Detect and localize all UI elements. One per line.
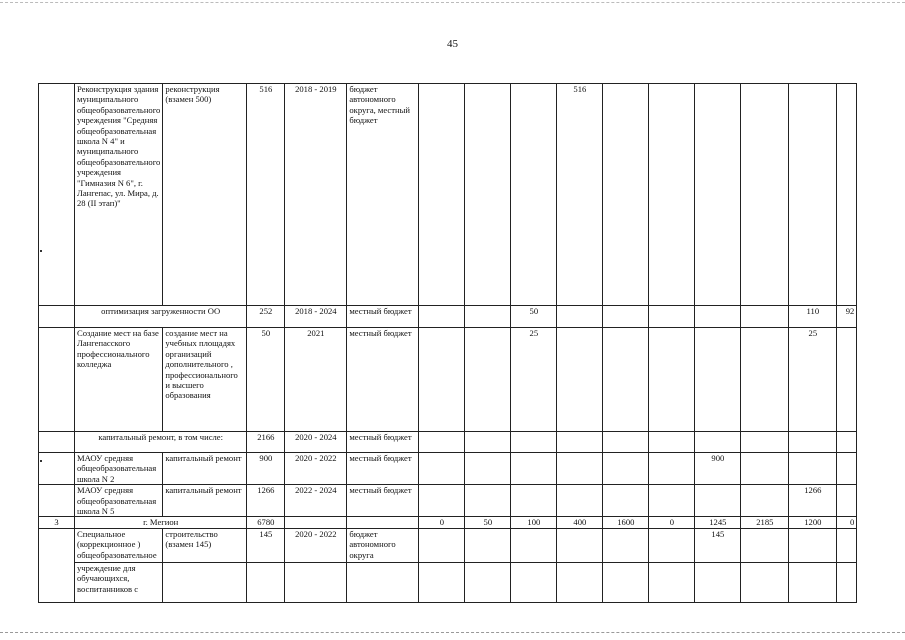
value-cell — [511, 432, 557, 453]
value-cell — [695, 562, 741, 602]
value-cell — [557, 432, 603, 453]
value-cell — [649, 84, 695, 306]
value-cell — [557, 306, 603, 328]
funding-source-cell: местный бюджет — [347, 432, 419, 453]
value-cell — [695, 485, 741, 517]
funding-source-cell: бюджет автономного округа — [347, 528, 419, 562]
value-cell — [557, 453, 603, 485]
object-name-cell: Создание мест на базе Лангепасского профессионального колледжа — [75, 328, 163, 432]
capacity-cell: 1266 — [247, 485, 285, 517]
row-number-cell — [39, 84, 75, 306]
value-cell — [511, 485, 557, 517]
period-cell — [285, 517, 347, 528]
value-cell — [511, 84, 557, 306]
value-cell — [741, 432, 789, 453]
value-cell — [511, 562, 557, 602]
value-cell — [649, 485, 695, 517]
value-cell — [557, 328, 603, 432]
table-row — [39, 528, 857, 562]
value-cell: 0 — [837, 517, 857, 528]
funding-source-cell — [347, 517, 419, 528]
work-type-cell: реконструкция (взамен 500) — [163, 84, 247, 306]
table-row — [39, 306, 857, 328]
value-cell — [789, 528, 837, 562]
value-cell: 50 — [511, 306, 557, 328]
capacity-cell — [247, 562, 285, 602]
object-name-cell: Реконструкция здания муниципального общеобразовательного учреждения "Средняя общеобразовательная школа N 4" и муниципального общеобразовательного учреждения "Гимназия N 6", г. Лангепас, ул. Мира, д. 28 (II этап)" — [75, 84, 163, 306]
period-cell: 2020 - 2024 — [285, 432, 347, 453]
period-cell: 2020 - 2022 — [285, 528, 347, 562]
value-cell — [837, 432, 857, 453]
scan-bottom-edge — [0, 632, 905, 633]
value-cell — [741, 328, 789, 432]
value-cell — [649, 306, 695, 328]
value-cell — [465, 562, 511, 602]
capacity-cell: 6780 — [247, 517, 285, 528]
data-table — [38, 83, 857, 603]
work-type-cell: строительство (взамен 145) — [163, 528, 247, 562]
value-cell — [465, 328, 511, 432]
value-cell — [837, 562, 857, 602]
value-cell: 0 — [649, 517, 695, 528]
value-cell — [695, 306, 741, 328]
value-cell — [603, 453, 649, 485]
value-cell — [741, 562, 789, 602]
value-cell: 1200 — [789, 517, 837, 528]
value-cell — [603, 432, 649, 453]
value-cell — [741, 485, 789, 517]
value-cell: 100 — [511, 517, 557, 528]
value-cell — [837, 453, 857, 485]
funding-source-cell: бюджет автономного округа, местный бюджет — [347, 84, 419, 306]
value-cell — [603, 84, 649, 306]
value-cell — [419, 453, 465, 485]
object-name-cell: учреждение для обучающихся, воспитанников с — [75, 562, 163, 602]
capacity-cell: 252 — [247, 306, 285, 328]
value-cell — [649, 328, 695, 432]
capacity-cell: 145 — [247, 528, 285, 562]
row-number-cell — [39, 453, 75, 485]
value-cell: 400 — [557, 517, 603, 528]
value-cell — [419, 432, 465, 453]
object-name-cell: МАОУ средняя общеобразовательная школа N 2 — [75, 453, 163, 485]
funding-source-cell: местный бюджет — [347, 328, 419, 432]
value-cell: 145 — [695, 528, 741, 562]
value-cell — [511, 528, 557, 562]
object-name-cell: Специальное (коррекционное ) общеобразовательное — [75, 528, 163, 562]
funding-source-cell: местный бюджет — [347, 453, 419, 485]
value-cell: 1266 — [789, 485, 837, 517]
value-cell: 50 — [465, 517, 511, 528]
value-cell: 25 — [511, 328, 557, 432]
value-cell — [419, 528, 465, 562]
value-cell — [465, 306, 511, 328]
value-cell — [603, 528, 649, 562]
value-cell — [695, 432, 741, 453]
row-number-cell — [39, 432, 75, 453]
value-cell: 1600 — [603, 517, 649, 528]
period-cell: 2020 - 2022 — [285, 453, 347, 485]
value-cell — [465, 453, 511, 485]
value-cell: 0 — [419, 517, 465, 528]
value-cell — [837, 328, 857, 432]
value-cell: 110 — [789, 306, 837, 328]
period-cell: 2018 - 2024 — [285, 306, 347, 328]
capacity-cell: 900 — [247, 453, 285, 485]
value-cell — [465, 432, 511, 453]
value-cell: 25 — [789, 328, 837, 432]
value-cell — [741, 306, 789, 328]
value-cell — [557, 562, 603, 602]
table-row — [39, 485, 857, 517]
value-cell — [557, 528, 603, 562]
value-cell — [789, 453, 837, 485]
value-cell — [789, 432, 837, 453]
value-cell — [419, 562, 465, 602]
group-title-cell: капитальный ремонт, в том числе: — [75, 432, 247, 453]
value-cell — [789, 562, 837, 602]
value-cell: 516 — [557, 84, 603, 306]
period-cell: 2022 - 2024 — [285, 485, 347, 517]
value-cell — [603, 562, 649, 602]
value-cell — [603, 306, 649, 328]
value-cell — [695, 328, 741, 432]
value-cell: 92 — [837, 306, 857, 328]
value-cell — [695, 84, 741, 306]
value-cell — [419, 84, 465, 306]
group-title-cell: г. Мегион — [75, 517, 247, 528]
value-cell — [741, 84, 789, 306]
value-cell — [419, 328, 465, 432]
row-number-cell — [39, 562, 75, 602]
funding-source-cell: местный бюджет — [347, 306, 419, 328]
table-row — [39, 517, 857, 528]
value-cell — [649, 562, 695, 602]
period-cell — [285, 562, 347, 602]
value-cell — [465, 485, 511, 517]
value-cell — [649, 453, 695, 485]
row-number-cell — [39, 485, 75, 517]
capacity-cell: 50 — [247, 328, 285, 432]
page-number: 45 — [447, 38, 458, 50]
work-type-cell — [163, 562, 247, 602]
value-cell: 1245 — [695, 517, 741, 528]
table-row — [39, 453, 857, 485]
value-cell — [465, 84, 511, 306]
value-cell — [649, 528, 695, 562]
object-name-cell: МАОУ средняя общеобразовательная школа N 5 — [75, 485, 163, 517]
table-row — [39, 562, 857, 602]
row-number-cell — [39, 528, 75, 562]
capacity-cell: 516 — [247, 84, 285, 306]
value-cell — [837, 485, 857, 517]
table-row — [39, 84, 857, 306]
funding-source-cell: местный бюджет — [347, 485, 419, 517]
work-type-cell: капитальный ремонт — [163, 453, 247, 485]
capacity-cell: 2166 — [247, 432, 285, 453]
value-cell — [419, 485, 465, 517]
row-number-cell: 3 — [39, 517, 75, 528]
table-row — [39, 328, 857, 432]
value-cell — [557, 485, 603, 517]
value-cell — [603, 485, 649, 517]
value-cell — [465, 528, 511, 562]
period-cell: 2021 — [285, 328, 347, 432]
funding-source-cell — [347, 562, 419, 602]
value-cell — [603, 328, 649, 432]
value-cell — [837, 84, 857, 306]
scan-top-edge — [0, 2, 905, 3]
value-cell — [511, 453, 557, 485]
value-cell — [741, 528, 789, 562]
value-cell — [649, 432, 695, 453]
period-cell: 2018 - 2019 — [285, 84, 347, 306]
table-row — [39, 432, 857, 453]
value-cell — [741, 453, 789, 485]
work-type-cell: капитальный ремонт — [163, 485, 247, 517]
row-number-cell — [39, 306, 75, 328]
work-type-cell: создание мест на учебных площадях организаций дополнительного , профессионального и высшего образования — [163, 328, 247, 432]
value-cell: 2185 — [741, 517, 789, 528]
group-title-cell: оптимизация загруженности ОО — [75, 306, 247, 328]
value-cell: 900 — [695, 453, 741, 485]
row-number-cell — [39, 328, 75, 432]
value-cell — [837, 528, 857, 562]
value-cell — [419, 306, 465, 328]
value-cell — [789, 84, 837, 306]
